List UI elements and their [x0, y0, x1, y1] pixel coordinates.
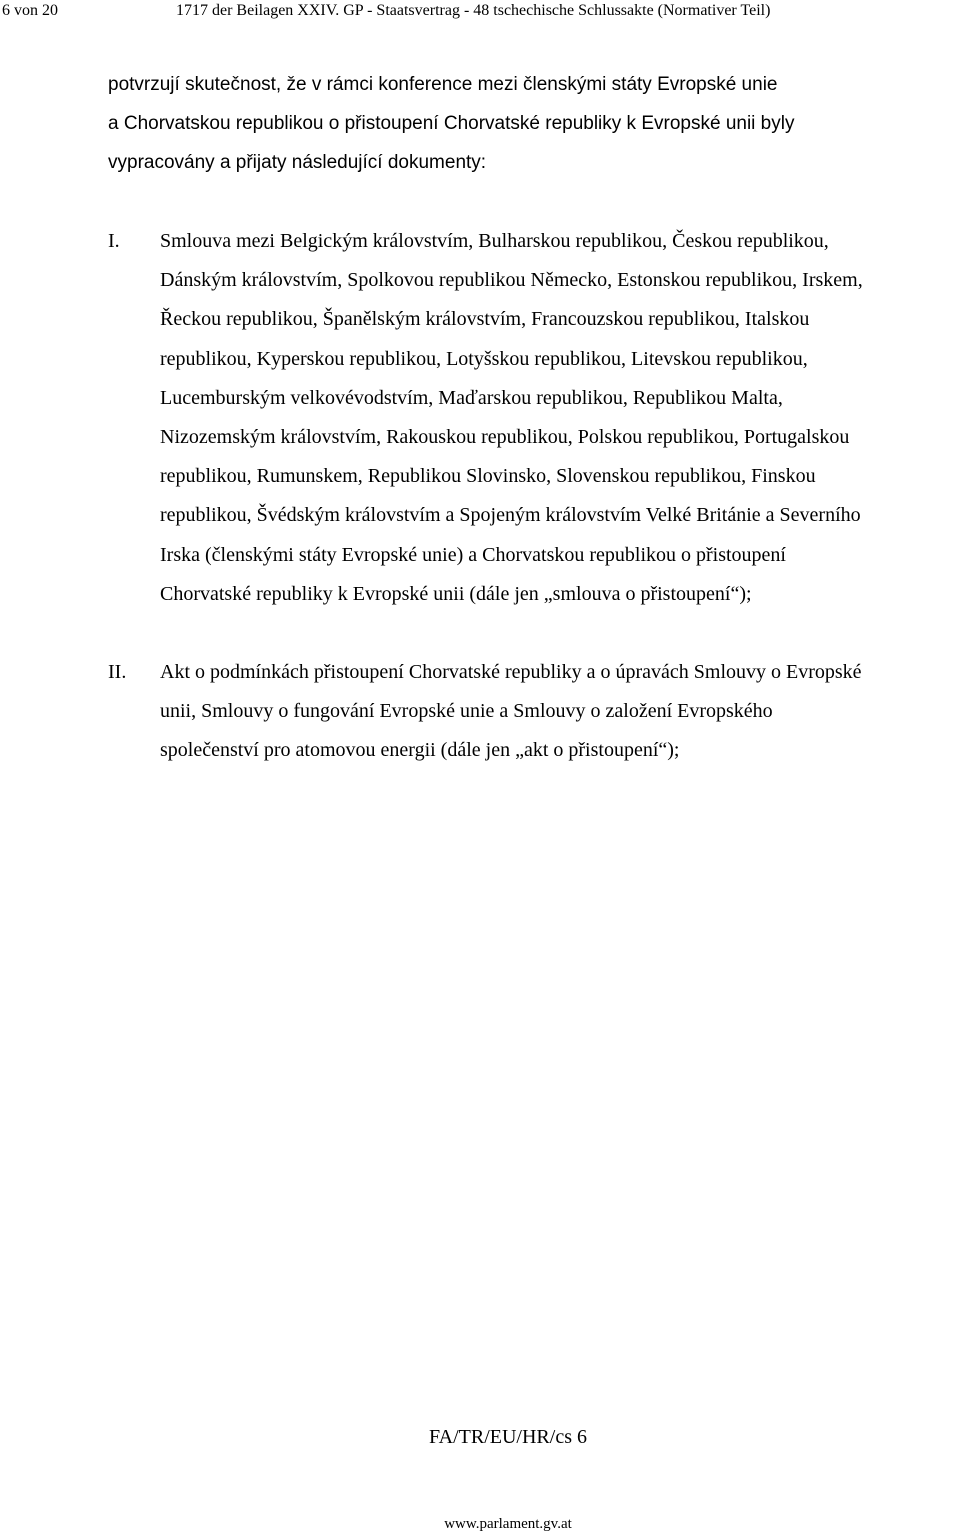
intro-line: potvrzují skutečnost, že v rámci konference mezi členskými státy Evropské unie: [108, 74, 778, 95]
item-line: republikou, Kyperskou republikou, Lotyšskou republikou, Litevskou republikou,: [160, 347, 808, 370]
intro-line: vypracovány a přijaty následující dokumenty:: [108, 152, 487, 173]
item-line: Chorvatské republiky k Evropské unii (dále jen „smlouva o přistoupení“);: [160, 582, 752, 605]
page-number: 6 von 20: [2, 2, 58, 19]
intro-paragraph: [108, 65, 938, 182]
item-line: společenství pro atomovou energii (dále jen „akt o přistoupení“);: [160, 739, 680, 762]
header-title: 1717 der Beilagen XXIV. GP - Staatsvertrag - 48 tschechische Schlussakte (Normativer Teil): [176, 2, 771, 19]
intro-line: a Chorvatskou republikou o přistoupení Chorvatské republiky k Evropské unii byly: [108, 113, 795, 134]
page-header: [0, 0, 960, 24]
item-text: [160, 653, 960, 771]
item-number: II.: [108, 661, 127, 683]
item-line: Lucemburským velkovévodstvím, Maďarskou republikou, Republikou Malta,: [160, 386, 783, 409]
item-line: Smlouva mezi Belgickým královstvím, Bulharskou republikou, Českou republikou,: [160, 230, 829, 252]
item-line: unii, Smlouvy o fungování Evropské unie a Smlouvy o založení Evropského: [160, 700, 773, 723]
footer-url-link[interactable]: www.parlament.gv.at: [444, 1516, 572, 1532]
item-line: Řeckou republikou, Španělským královstvím, Francouzskou republikou, Italskou: [160, 308, 810, 331]
document-code: FA/TR/EU/HR/cs 6: [429, 1426, 587, 1448]
item-line: Irska (členskými státy Evropské unie) a Chorvatskou republikou o přistoupení: [160, 543, 786, 566]
item-line: republikou, Švédským královstvím a Spojeným královstvím Velké Británie a Severního: [160, 504, 861, 527]
item-line: Nizozemským královstvím, Rakouskou republikou, Polskou republikou, Portugalskou: [160, 426, 850, 449]
item-number: I.: [108, 230, 120, 252]
item-line: republikou, Rumunskem, Republikou Slovinsko, Slovenskou republikou, Finskou: [160, 465, 816, 488]
item-line: Dánským královstvím, Spolkovou republikou Německo, Estonskou republikou, Irskem,: [160, 269, 863, 292]
item-line: Akt o podmínkách přistoupení Chorvatské republiky a o úpravách Smlouvy o Evropské: [160, 661, 862, 683]
item-text: [160, 222, 960, 614]
